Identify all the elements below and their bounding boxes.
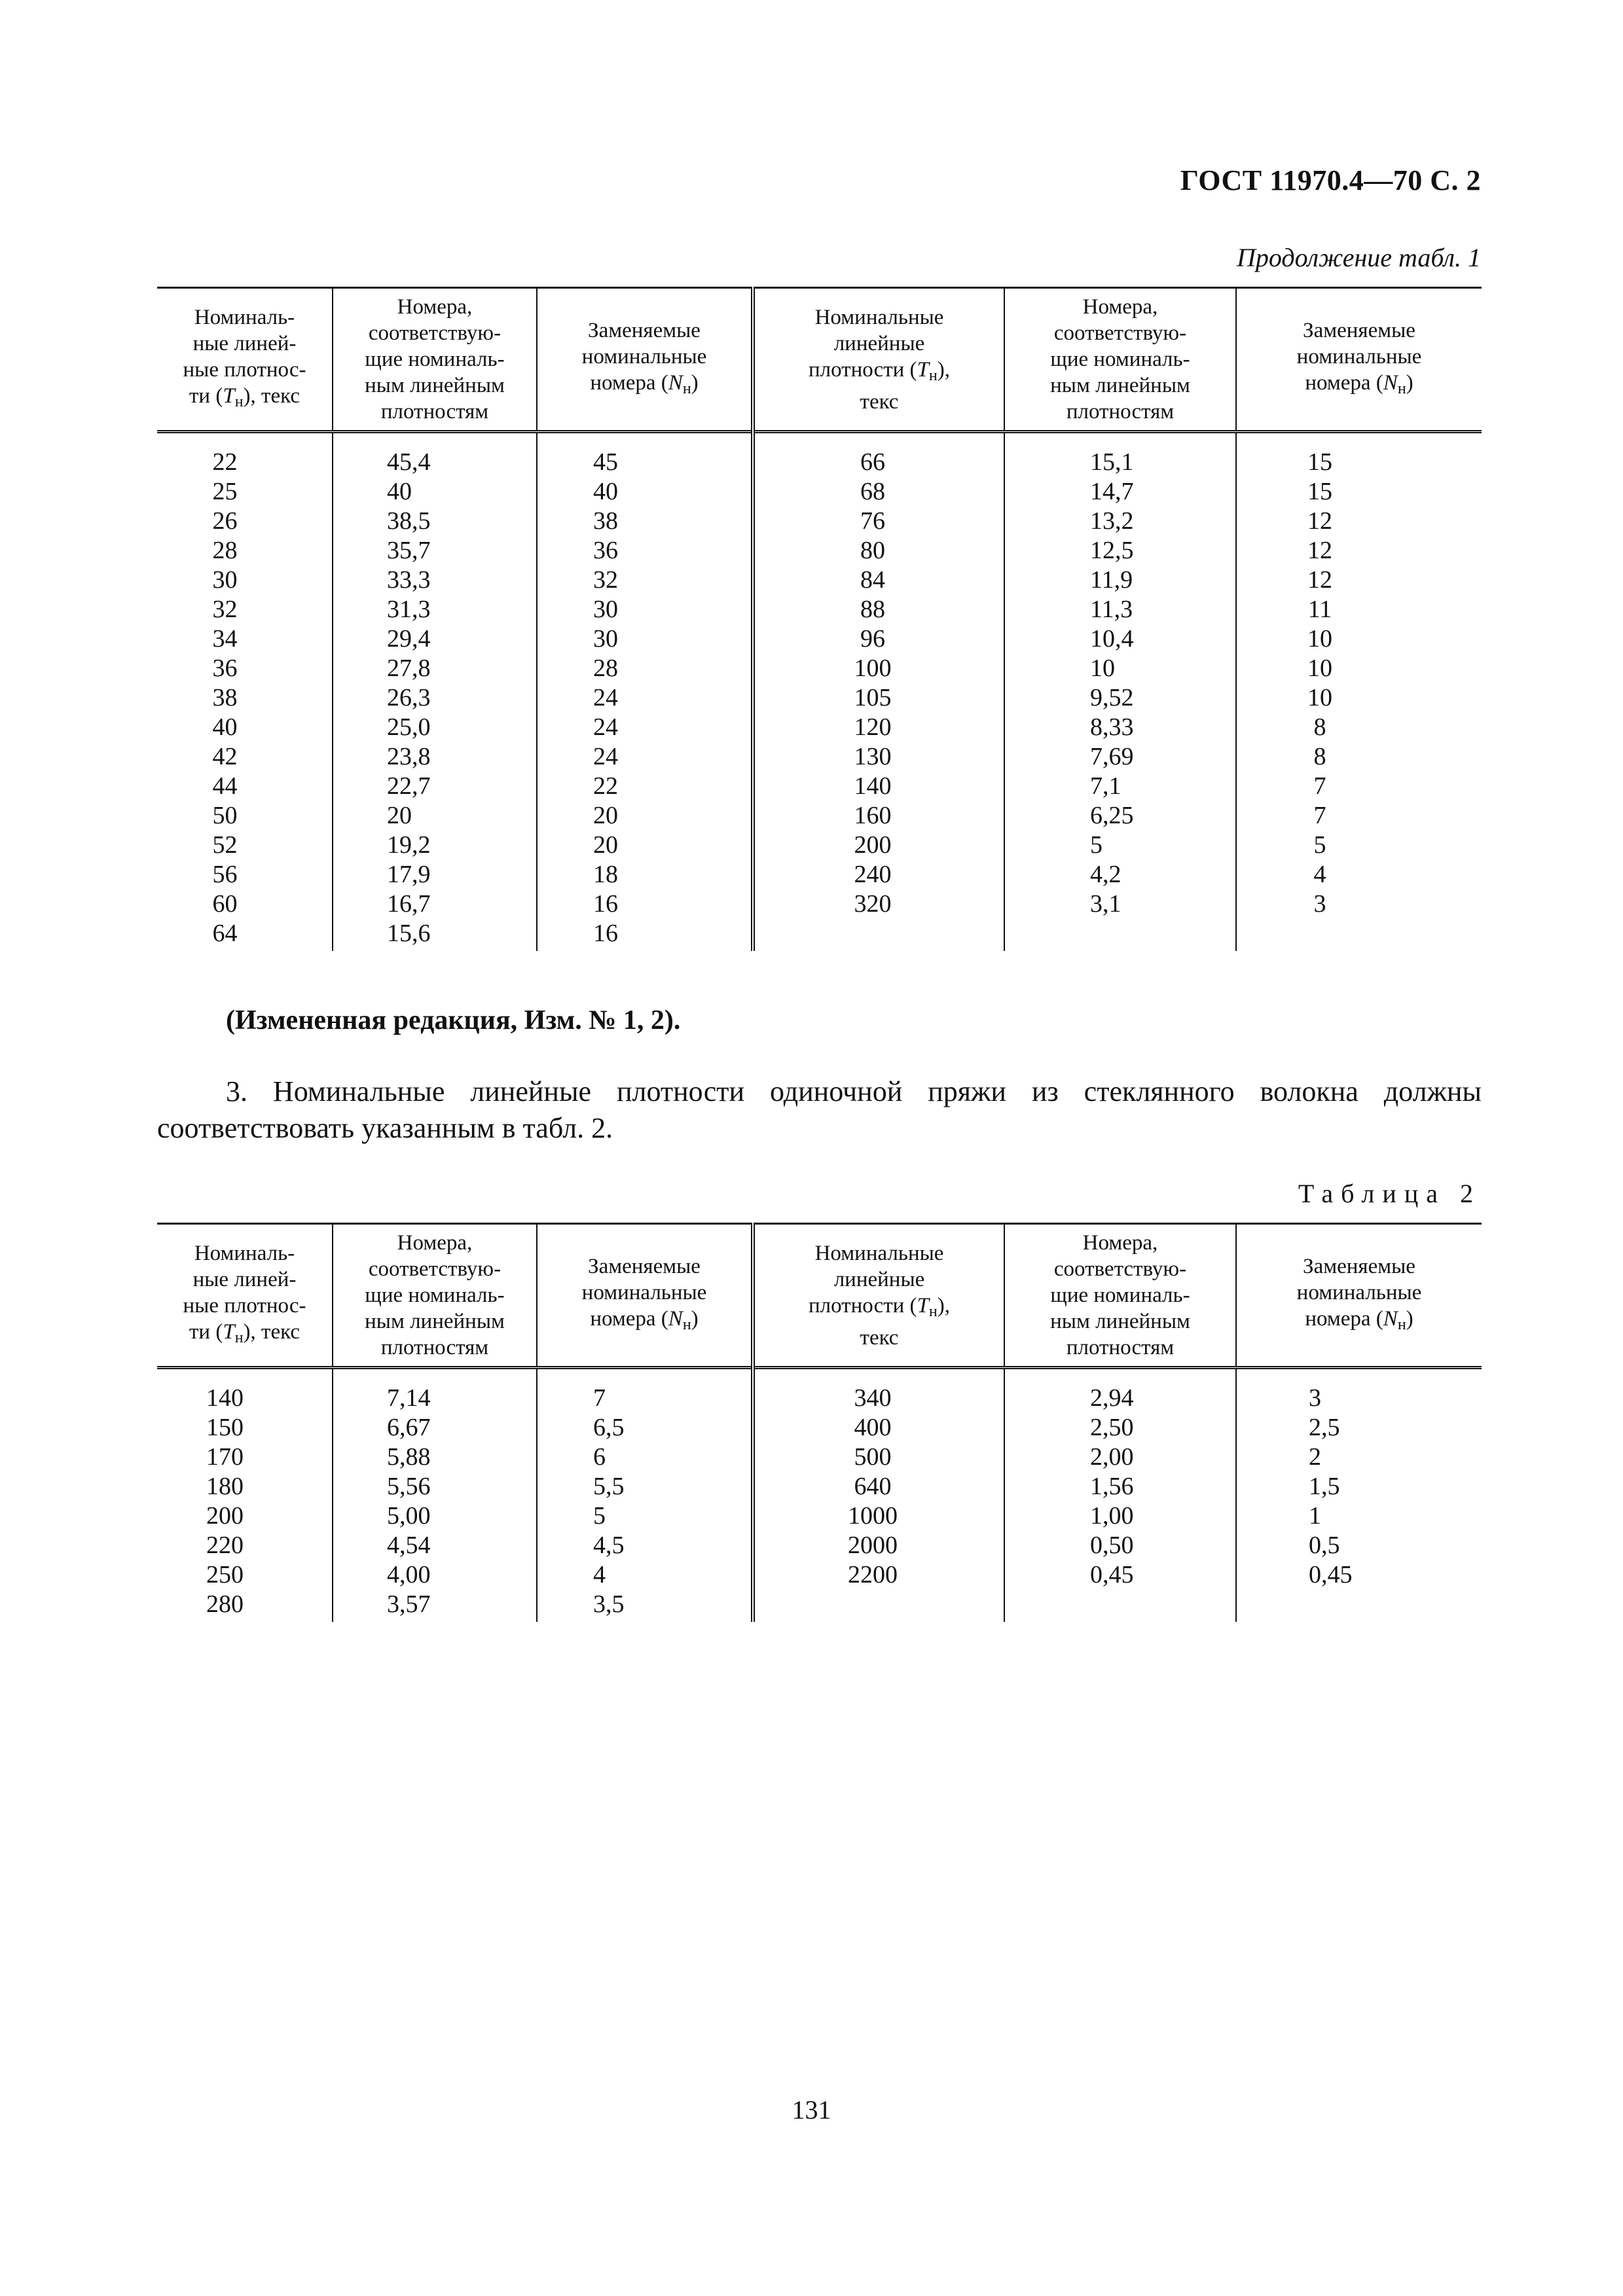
table-cell: 400 xyxy=(854,1414,892,1441)
table-cell: 5,00 xyxy=(387,1502,431,1530)
table2-col-density xyxy=(157,1368,333,1623)
table2-col-numbers-2 xyxy=(1004,1368,1236,1623)
table-cell: 1,00 xyxy=(1090,1502,1134,1530)
table-cell: 17,9 xyxy=(387,861,431,888)
table-cell: 44 xyxy=(212,772,238,800)
table2-header-replaced-numbers-2: Заменяемые номинальные номера $(N_н)$ xyxy=(1236,1224,1482,1368)
table-cell: 1,5 xyxy=(1309,1473,1340,1500)
table-cell: 2 xyxy=(1309,1443,1321,1471)
table-cell: 3 xyxy=(1313,890,1326,918)
table-cell: 16,7 xyxy=(387,890,431,918)
table-cell: 2,5 xyxy=(1309,1414,1340,1441)
table-cell: 38 xyxy=(212,684,238,711)
table1-caption: Продолжение табл. 1 xyxy=(1236,243,1481,272)
table2-header-nominal-density: Номиналь- ные линей- ные плотнос- ти $(Т_н)$, текс xyxy=(157,1224,333,1368)
table-cell: 3,5 xyxy=(593,1590,625,1618)
table-cell: 6,25 xyxy=(1090,802,1134,829)
table-cell: 26 xyxy=(212,507,238,535)
table-cell: 66 xyxy=(860,448,885,476)
table-cell: 1000 xyxy=(848,1502,898,1530)
table-cell: 2200 xyxy=(848,1561,898,1588)
table-cell: 130 xyxy=(854,743,892,770)
table-cell: 5 xyxy=(1313,831,1326,859)
table-cell: 1,56 xyxy=(1090,1473,1134,1500)
table-cell: 25 xyxy=(212,478,238,505)
table-cell: 84 xyxy=(860,566,885,594)
table-cell: 220 xyxy=(206,1532,244,1559)
table-cell: 22 xyxy=(593,772,618,800)
table-cell: 45 xyxy=(593,448,618,476)
table-cell: 280 xyxy=(206,1590,244,1618)
table1-header-replaced-numbers-2: Заменяемые номинальные номера $(N_н)$ xyxy=(1236,288,1482,432)
table-cell: 320 xyxy=(854,890,892,918)
table-cell: 27,8 xyxy=(387,655,431,682)
table-cell: 5,56 xyxy=(387,1473,431,1500)
table-cell: 16 xyxy=(593,890,618,918)
table-cell: 36 xyxy=(593,537,618,564)
table2-header-replaced-numbers: Заменяемые номинальные номера $(N_н)$ xyxy=(537,1224,753,1368)
table-cell: 340 xyxy=(854,1384,892,1412)
table1-col-density xyxy=(157,432,333,952)
table-cell: 0,45 xyxy=(1090,1561,1134,1588)
table-cell: 45,4 xyxy=(387,448,431,476)
table-cell: 15,6 xyxy=(387,920,431,947)
table-cell: 12,5 xyxy=(1090,537,1134,564)
table2-header-numbers: Номера, соответствую- щие номиналь- ным линейным плотностям xyxy=(333,1224,537,1368)
table-cell: 12 xyxy=(1307,507,1332,535)
table-cell: 3,1 xyxy=(1090,890,1122,918)
table-cell: 7,14 xyxy=(387,1384,431,1412)
table1-header-numbers: Номера, соответствую- щие номиналь- ным линейным плотностям xyxy=(333,288,537,432)
table-cell: 3,57 xyxy=(387,1590,431,1618)
table-cell: 7,1 xyxy=(1090,772,1122,800)
table-cell: 23,8 xyxy=(387,743,431,770)
table-cell: 16 xyxy=(593,920,618,947)
table-cell: 10,4 xyxy=(1090,625,1134,653)
table-cell: 10 xyxy=(1307,625,1332,653)
table-cell: 50 xyxy=(212,802,238,829)
table-cell: 0,5 xyxy=(1309,1532,1340,1559)
table-cell: 30 xyxy=(593,596,618,623)
table-cell: 5 xyxy=(593,1502,606,1530)
table-cell: 6,5 xyxy=(593,1414,625,1441)
table-cell: 32 xyxy=(593,566,618,594)
table1-col-numbers xyxy=(333,432,537,952)
table2-col-replaced-2 xyxy=(1236,1368,1482,1623)
table2-caption: Таблица 2 xyxy=(1298,1179,1481,1208)
table-cell: 28 xyxy=(212,537,238,564)
table-cell: 12 xyxy=(1307,566,1332,594)
table-cell: 5 xyxy=(1090,831,1103,859)
table-cell: 25,0 xyxy=(387,713,431,741)
table1-header-numbers-2: Номера, соответствую- щие номиналь- ным линейным плотностям xyxy=(1004,288,1236,432)
table-cell: 14,7 xyxy=(1090,478,1134,505)
table-cell: 180 xyxy=(206,1473,244,1500)
table-cell: 96 xyxy=(860,625,885,653)
table2 xyxy=(157,1223,1482,1622)
table-cell: 29,4 xyxy=(387,625,431,653)
table-cell: 38,5 xyxy=(387,507,431,535)
table-cell: 12 xyxy=(1307,537,1332,564)
table-cell: 42 xyxy=(212,743,238,770)
table-cell: 40 xyxy=(387,478,412,505)
table-cell: 36 xyxy=(212,655,238,682)
table-cell: 240 xyxy=(854,861,892,888)
table-cell: 13,2 xyxy=(1090,507,1134,535)
table-cell: 22,7 xyxy=(387,772,431,800)
table1-header-nominal-density: Номиналь- ные линей- ные плотнос- ти $(Т_н)$, текс xyxy=(157,288,333,432)
table-cell: 7,69 xyxy=(1090,743,1134,770)
table-cell: 200 xyxy=(854,831,892,859)
table-cell: 8,33 xyxy=(1090,713,1134,741)
table-cell: 20 xyxy=(387,802,412,829)
table-cell: 40 xyxy=(212,713,238,741)
table-cell: 4,54 xyxy=(387,1532,431,1559)
table-cell: 640 xyxy=(854,1473,892,1500)
table-cell: 150 xyxy=(206,1414,244,1441)
table-cell: 10 xyxy=(1090,655,1115,682)
document-reference: ГОСТ 11970.4—70 С. 2 xyxy=(1180,164,1481,196)
page-number: 131 xyxy=(792,2095,831,2125)
table-cell: 250 xyxy=(206,1561,244,1588)
table-cell: 56 xyxy=(212,861,238,888)
table-cell: 100 xyxy=(854,655,892,682)
table1-col-replaced-2 xyxy=(1236,432,1482,952)
table1 xyxy=(157,287,1482,951)
table-cell: 68 xyxy=(860,478,885,505)
table1-col-density-2 xyxy=(753,432,1004,952)
table2-header-nominal-density-2: Номинальные линейные плотности $(Т_н)$, текс xyxy=(753,1224,1004,1368)
table2-col-numbers xyxy=(333,1368,537,1623)
table-cell: 30 xyxy=(593,625,618,653)
table-cell: 40 xyxy=(593,478,618,505)
table-cell: 170 xyxy=(206,1443,244,1471)
table-cell: 140 xyxy=(206,1384,244,1412)
table-cell: 9,52 xyxy=(1090,684,1134,711)
table-cell: 10 xyxy=(1307,655,1332,682)
table-cell: 31,3 xyxy=(387,596,431,623)
table-cell: 22 xyxy=(212,448,238,476)
table-cell: 2000 xyxy=(848,1532,898,1559)
table-cell: 24 xyxy=(593,713,618,741)
table-cell: 28 xyxy=(593,655,618,682)
table-cell: 24 xyxy=(593,684,618,711)
table2-col-density-2 xyxy=(753,1368,1004,1623)
table-cell: 4,5 xyxy=(593,1532,625,1559)
table-cell: 38 xyxy=(593,507,618,535)
table1-col-numbers-2 xyxy=(1004,432,1236,952)
table-cell: 4,00 xyxy=(387,1561,431,1588)
table-cell: 20 xyxy=(593,802,618,829)
table-cell: 140 xyxy=(854,772,892,800)
table2-col-replaced xyxy=(537,1368,753,1623)
table-cell: 120 xyxy=(854,713,892,741)
table1-col-replaced xyxy=(537,432,753,952)
table-cell: 26,3 xyxy=(387,684,431,711)
table-cell: 6 xyxy=(593,1443,606,1471)
table-cell: 5,88 xyxy=(387,1443,431,1471)
table-cell: 0,50 xyxy=(1090,1532,1134,1559)
table-cell: 20 xyxy=(593,831,618,859)
table-cell: 35,7 xyxy=(387,537,431,564)
table-cell: 15 xyxy=(1307,448,1332,476)
revision-remark: (Измененная редакция, Изм. № 1, 2). xyxy=(226,1005,681,1035)
table1-header-replaced-numbers: Заменяемые номинальные номера $(N_н)$ xyxy=(537,288,753,432)
table-cell: 24 xyxy=(593,743,618,770)
table-cell: 2,00 xyxy=(1090,1443,1134,1471)
table-cell: 88 xyxy=(860,596,885,623)
table-cell: 160 xyxy=(854,802,892,829)
table-cell: 500 xyxy=(854,1443,892,1471)
table-cell: 7 xyxy=(1313,772,1326,800)
table-cell: 30 xyxy=(212,566,238,594)
table-cell: 2,94 xyxy=(1090,1384,1134,1412)
table-cell: 4,2 xyxy=(1090,861,1122,888)
table-cell: 5,5 xyxy=(593,1473,625,1500)
table-cell: 3 xyxy=(1309,1384,1321,1412)
table-cell: 32 xyxy=(212,596,238,623)
table-cell: 8 xyxy=(1313,743,1326,770)
table-cell: 80 xyxy=(860,537,885,564)
table-cell: 15,1 xyxy=(1090,448,1134,476)
table-cell: 8 xyxy=(1313,713,1326,741)
table-cell: 2,50 xyxy=(1090,1414,1134,1441)
table-cell: 4 xyxy=(1313,861,1326,888)
table-cell: 0,45 xyxy=(1309,1561,1353,1588)
table-cell: 64 xyxy=(212,920,238,947)
table-cell: 11,9 xyxy=(1090,566,1133,594)
table-cell: 11,3 xyxy=(1090,596,1133,623)
table-cell: 7 xyxy=(1313,802,1326,829)
table-cell: 18 xyxy=(593,861,618,888)
table2-header-numbers-2: Номера, соответствую- щие номиналь- ным линейным плотностям xyxy=(1004,1224,1236,1368)
table-cell: 105 xyxy=(854,684,892,711)
table-cell: 7 xyxy=(593,1384,606,1412)
table-cell: 76 xyxy=(860,507,885,535)
table-cell: 6,67 xyxy=(387,1414,431,1441)
table-cell: 11 xyxy=(1307,596,1332,623)
table-cell: 19,2 xyxy=(387,831,431,859)
table1-header-nominal-density-2: Номинальные линейные плотности $(Т_н)$, текс xyxy=(753,288,1004,432)
table-cell: 10 xyxy=(1307,684,1332,711)
clause-3-paragraph: 3. Номинальные линейные плотности одиночной пряжи из стеклянного волокна должны соответствовать указанным в табл. 2. xyxy=(157,1075,1482,1144)
table-cell: 15 xyxy=(1307,478,1332,505)
table-cell: 60 xyxy=(212,890,238,918)
table-cell: 4 xyxy=(593,1561,606,1588)
table-cell: 34 xyxy=(212,625,238,653)
table-cell: 1 xyxy=(1309,1502,1321,1530)
table-cell: 52 xyxy=(212,831,238,859)
table-cell: 200 xyxy=(206,1502,244,1530)
table-cell: 33,3 xyxy=(387,566,431,594)
